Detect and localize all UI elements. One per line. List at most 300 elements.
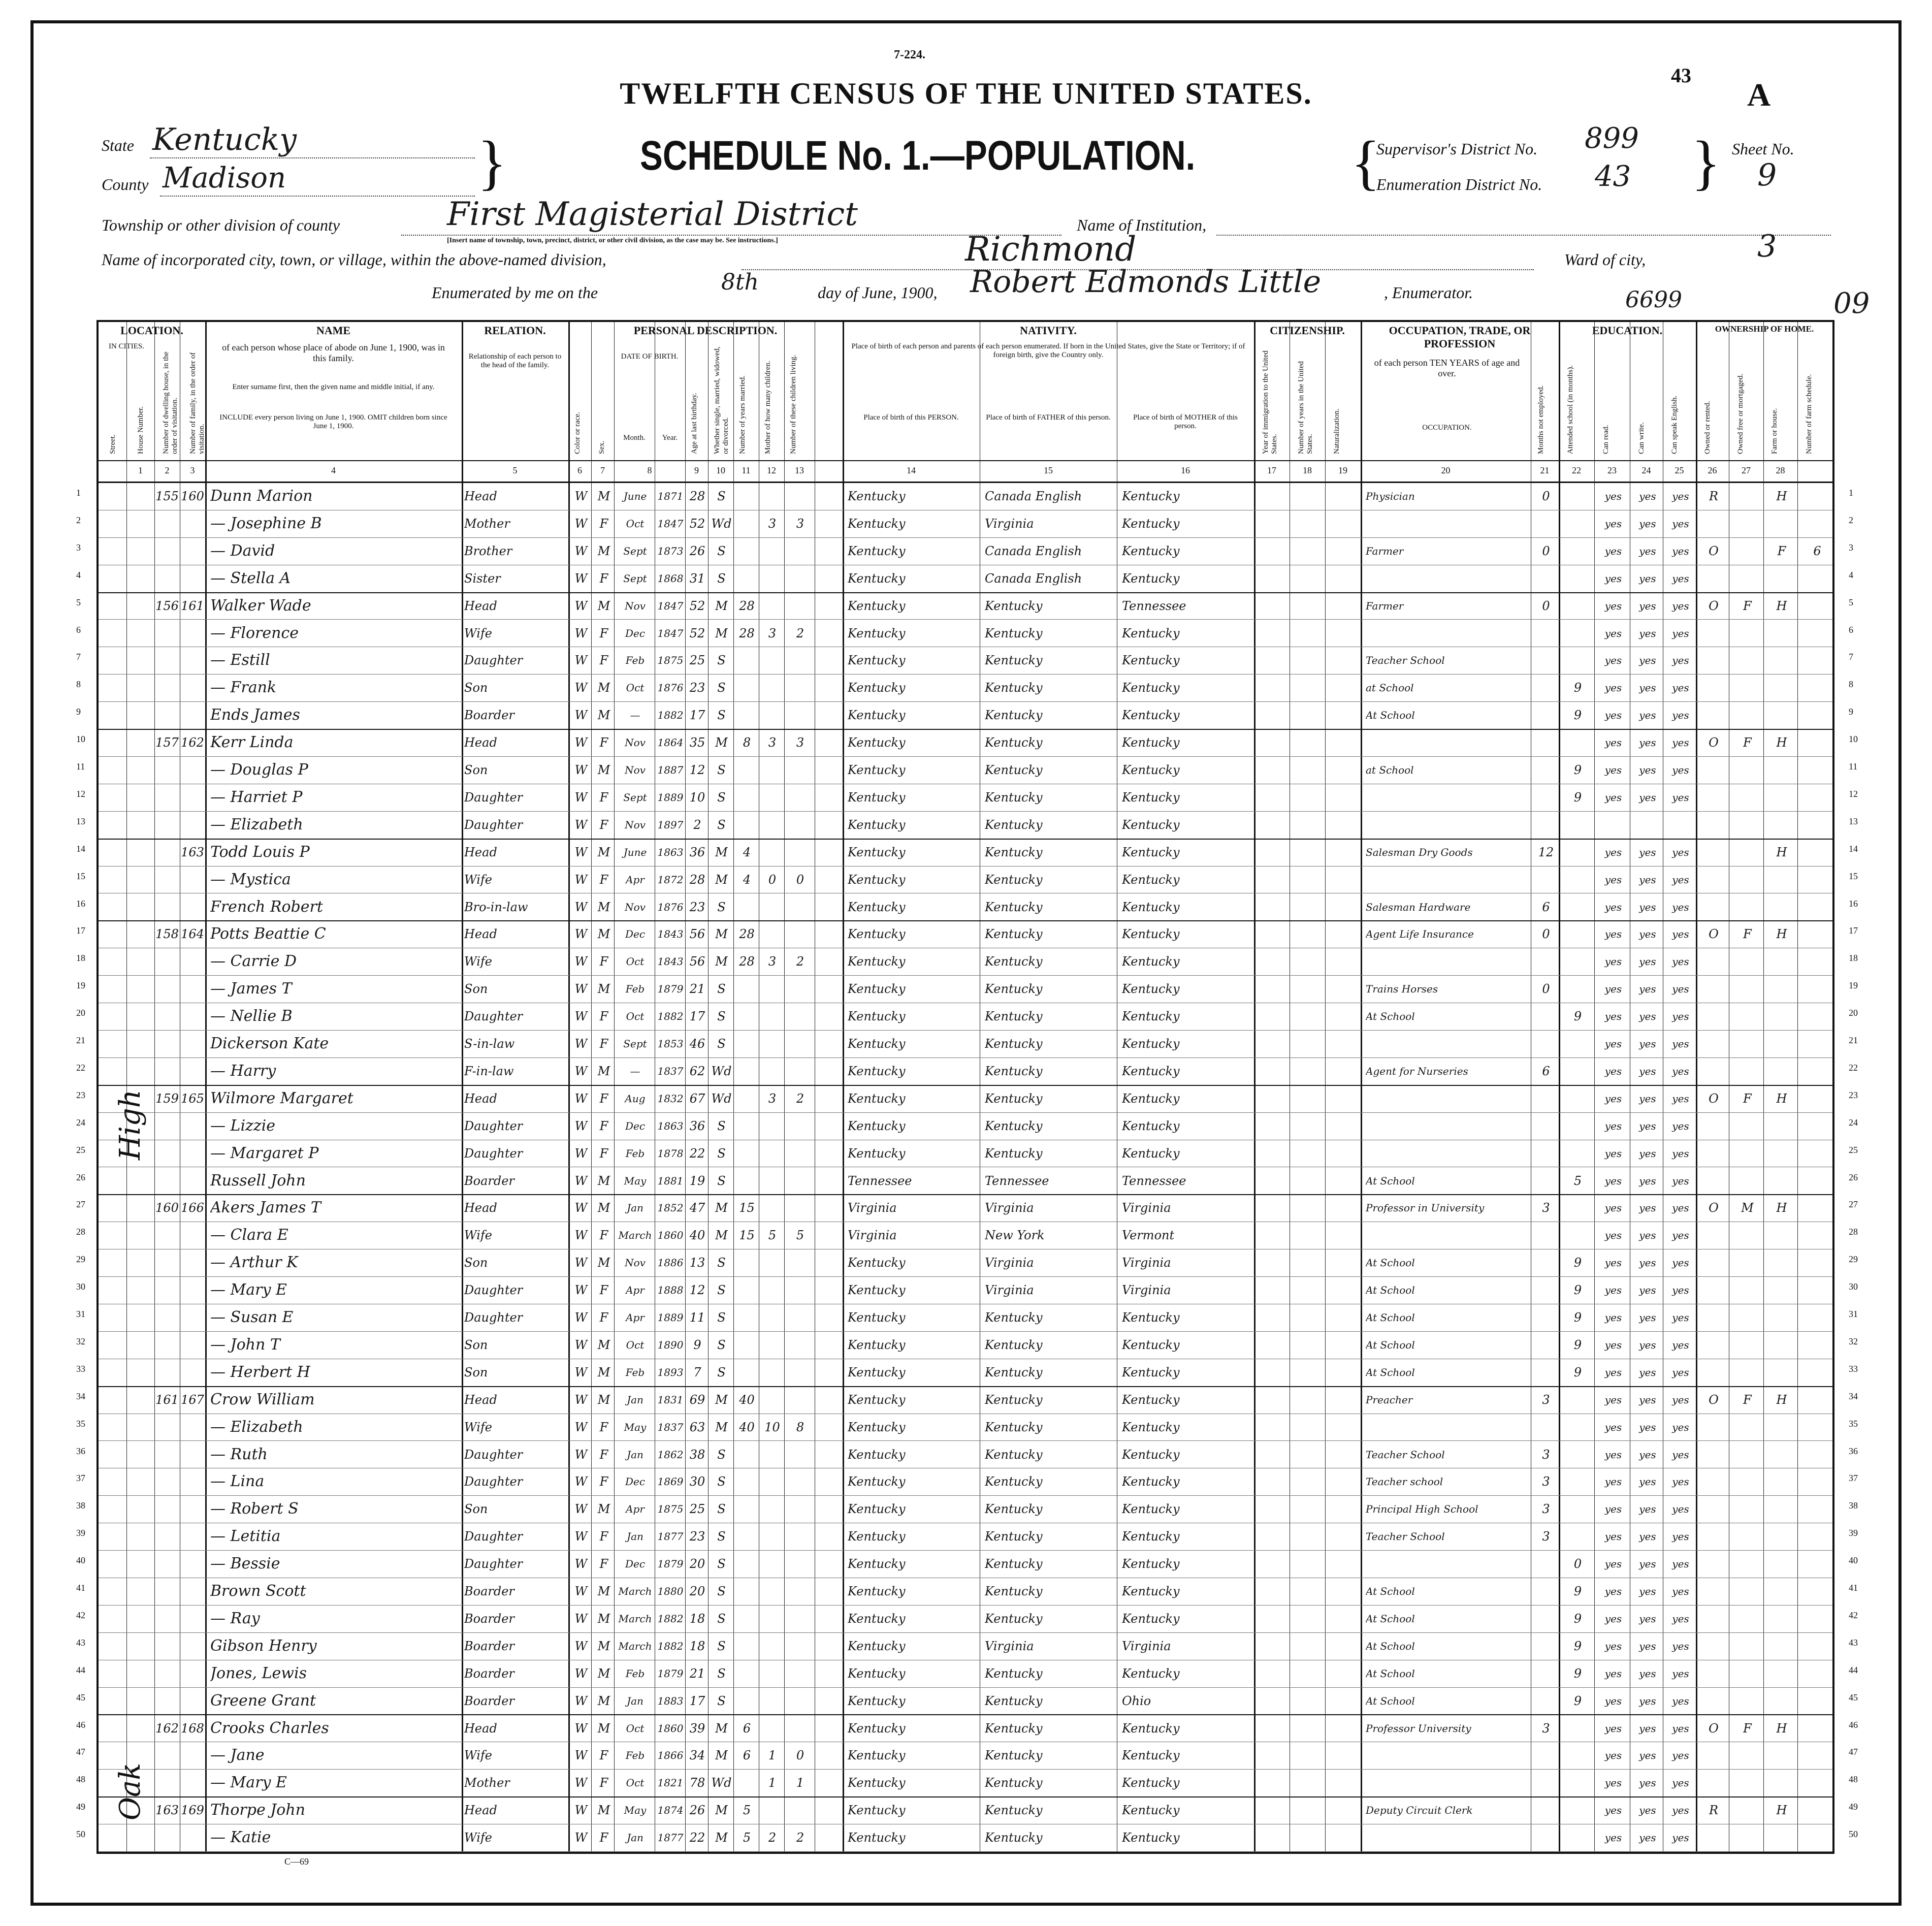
cell-liv — [786, 1607, 815, 1630]
header-location: LOCATION. — [120, 324, 183, 337]
cell-mb: Kentucky — [1122, 872, 1180, 887]
cell-rel: Daughter — [464, 1474, 523, 1489]
cell-fs — [1800, 1662, 1834, 1685]
row-number: 27 — [76, 1199, 85, 1210]
cell-en: yes — [1672, 709, 1689, 722]
row-number: 9 — [1849, 707, 1853, 717]
cell-year: 1837 — [657, 1065, 684, 1077]
cell-fb: New York — [985, 1228, 1045, 1243]
cell-ym — [735, 786, 759, 809]
cell-unemp: 3 — [1542, 1474, 1550, 1489]
cell-liv — [786, 841, 815, 864]
cell-rd: yes — [1604, 1777, 1622, 1789]
cell-color: W — [574, 1693, 588, 1708]
cell-fm — [1731, 977, 1763, 1001]
cell-fb: Kentucky — [985, 626, 1043, 640]
column-number: 14 — [907, 465, 916, 475]
cell-dw — [154, 703, 180, 727]
cell-mo — [760, 1333, 784, 1357]
cell-fh: H — [1776, 1392, 1787, 1407]
cell-name: — Nellie B — [210, 1007, 293, 1025]
cell-month: Oct — [626, 1010, 645, 1023]
cell-liv — [786, 1060, 815, 1083]
cell-liv — [786, 1196, 815, 1219]
cell-rel: Head — [464, 1721, 497, 1736]
cell-sex: F — [599, 1310, 608, 1325]
cell-wr: yes — [1639, 1667, 1656, 1680]
cell-mar: S — [717, 1502, 726, 1517]
row-number: 14 — [76, 843, 85, 854]
cell-name: — Clara E — [210, 1226, 288, 1244]
cell-mb: Kentucky — [1122, 1611, 1180, 1626]
cell-own — [1698, 1142, 1729, 1165]
table-row — [99, 975, 1832, 1003]
cell-fam — [180, 512, 205, 535]
cell-sch — [1561, 594, 1594, 618]
cell-rd: yes — [1604, 1257, 1622, 1269]
table-row — [99, 1605, 1832, 1633]
cell-rd: yes — [1604, 490, 1622, 502]
cell-own — [1698, 622, 1729, 645]
cell-mb: Kentucky — [1122, 1310, 1180, 1325]
table-row — [99, 1468, 1832, 1496]
cell-liv — [786, 1689, 815, 1713]
cell-fam — [180, 1826, 205, 1849]
cell-sex: M — [597, 1064, 610, 1078]
cell-fm — [1731, 1443, 1763, 1466]
cell-fam — [180, 567, 205, 590]
cell-age: 36 — [689, 1118, 705, 1133]
enumeration-value: 43 — [1595, 160, 1631, 193]
cell-mo — [760, 1717, 784, 1740]
cell-fs — [1800, 1416, 1834, 1439]
cell-occ — [1366, 1416, 1531, 1439]
row-number: 17 — [1849, 925, 1858, 936]
column-number: 3 — [190, 465, 195, 475]
cell-month: Dec — [625, 1475, 646, 1488]
cell-ym — [735, 1662, 759, 1685]
cell-occ: At School — [1366, 1585, 1415, 1597]
cell-year: 1875 — [657, 1503, 684, 1516]
cell-name: — Jane — [210, 1746, 265, 1764]
cell-own — [1698, 703, 1729, 727]
cell-ym — [735, 1333, 759, 1357]
cell-occ: at School — [1366, 764, 1414, 776]
cell-rd: yes — [1604, 1722, 1622, 1735]
cell-liv — [786, 1634, 815, 1658]
cell-mar: S — [717, 900, 726, 914]
cell-mb: Kentucky — [1122, 1502, 1180, 1517]
header-name-desc: of each person whose place of abode on June 1, 1900, was in this family. — [222, 342, 445, 363]
cell-own: O — [1709, 1392, 1719, 1407]
cell-month: Feb — [625, 1667, 645, 1680]
cell-occ: Teacher School — [1366, 1448, 1445, 1461]
cell-mb: Kentucky — [1122, 900, 1180, 914]
cell-rel: Daughter — [464, 1310, 523, 1325]
cell-mb: Kentucky — [1122, 708, 1180, 723]
cell-mb: Kentucky — [1122, 516, 1180, 531]
cell-age: 56 — [689, 927, 705, 942]
cell-rd: yes — [1604, 1503, 1622, 1516]
cell-sch — [1561, 868, 1594, 891]
cell-mb: Kentucky — [1122, 1529, 1180, 1544]
cell-wr: yes — [1639, 709, 1656, 722]
cell-sch: 9 — [1573, 1337, 1582, 1352]
row-number: 45 — [1849, 1692, 1858, 1703]
cell-month: — — [630, 709, 640, 722]
cell-mar: S — [717, 543, 726, 558]
cell-fam — [180, 1278, 205, 1302]
cell-name: — Ruth — [210, 1445, 268, 1463]
cell-liv — [786, 567, 815, 590]
header-relation: RELATION. — [484, 324, 546, 337]
row-number: 26 — [76, 1172, 85, 1182]
cell-age: 31 — [689, 571, 705, 586]
column-number: 21 — [1540, 465, 1550, 475]
cell-ym — [735, 1470, 759, 1493]
cell-ym — [735, 703, 759, 727]
cell-mo — [760, 1278, 784, 1302]
cell-dw — [154, 1005, 180, 1028]
cell-wr: yes — [1639, 517, 1656, 530]
cell-dw — [154, 1060, 180, 1083]
cell-fm — [1731, 1005, 1763, 1028]
cell-sch — [1561, 1224, 1594, 1247]
cell-fs — [1800, 1717, 1834, 1740]
cell-fam: 161 — [181, 598, 204, 613]
cell-dw — [154, 1251, 180, 1274]
column-number: 4 — [331, 465, 336, 475]
cell-fs — [1800, 1196, 1834, 1219]
cell-name: Jones, Lewis — [210, 1664, 307, 1682]
row-number: 43 — [76, 1637, 85, 1648]
cell-month: May — [624, 1174, 647, 1187]
cell-rd: yes — [1604, 1749, 1622, 1762]
cell-year: 1875 — [657, 654, 684, 667]
cell-sex: M — [597, 900, 610, 914]
cell-fb: Kentucky — [985, 1693, 1043, 1708]
cell-occ: Salesman Dry Goods — [1366, 846, 1473, 858]
institution-line — [1216, 235, 1831, 236]
cell-dw: 156 — [155, 598, 179, 613]
brace-right-close: } — [1691, 129, 1721, 196]
cell-liv — [786, 1169, 815, 1193]
cell-dw: 157 — [155, 735, 179, 750]
cell-fam — [180, 1032, 205, 1055]
cell-en: yes — [1672, 1448, 1689, 1461]
cell-fb: Kentucky — [985, 1310, 1043, 1325]
cell-occ: At School — [1366, 1667, 1415, 1680]
cell-liv: 3 — [796, 516, 804, 531]
cell-fh — [1766, 1416, 1797, 1439]
table-row — [99, 1742, 1832, 1770]
cell-rel: Boarder — [464, 1173, 514, 1188]
cell-dw — [154, 1525, 180, 1548]
cell-fm — [1731, 1771, 1763, 1794]
cell-fs — [1800, 1251, 1834, 1274]
row-number: 22 — [1849, 1062, 1858, 1073]
cell-ym — [735, 813, 759, 837]
row-number: 36 — [1849, 1446, 1858, 1456]
cell-en: yes — [1672, 1174, 1689, 1187]
header-education: EDUCATION. — [1592, 324, 1663, 337]
cell-occ — [1366, 1114, 1531, 1138]
cell-en: yes — [1672, 736, 1689, 749]
cell-fh — [1766, 1333, 1797, 1357]
row-number: 31 — [1849, 1309, 1858, 1319]
cell-dw — [154, 1826, 180, 1849]
cell-month: May — [624, 1421, 647, 1433]
cell-fs — [1800, 922, 1834, 946]
cell-mar: Wd — [711, 516, 732, 531]
cell-month: Oct — [626, 955, 645, 968]
cell-year: 1878 — [657, 1147, 684, 1160]
cell-pb: Kentucky — [848, 1831, 906, 1845]
cell-year: 1860 — [657, 1722, 684, 1735]
cell-mar: S — [717, 1310, 726, 1325]
cell-wr: yes — [1639, 1832, 1656, 1844]
cell-occ: Professor in University — [1366, 1202, 1485, 1214]
cell-fs — [1800, 813, 1834, 837]
header-attended-school: Attended school (in months). — [1566, 365, 1574, 454]
cell-fs — [1800, 676, 1834, 699]
cell-fam — [180, 1251, 205, 1274]
cell-liv: 5 — [796, 1228, 804, 1243]
header-can-speak-english: Can speak English. — [1670, 395, 1679, 454]
cell-mo — [760, 1497, 784, 1521]
cell-mar: S — [717, 1337, 726, 1352]
cell-unemp — [1533, 758, 1559, 782]
cell-fh — [1766, 1005, 1797, 1028]
cell-age: 63 — [689, 1420, 705, 1434]
cell-fh — [1766, 1662, 1797, 1685]
cell-fm — [1731, 1470, 1763, 1493]
row-number: 10 — [1849, 734, 1858, 745]
cell-sex: M — [597, 1173, 610, 1188]
cell-ym: 4 — [743, 845, 751, 859]
cell-unemp — [1533, 1580, 1559, 1603]
cell-en: yes — [1672, 1475, 1689, 1488]
column-number: 10 — [716, 465, 725, 475]
cell-sex: M — [597, 1803, 610, 1818]
column-number: 28 — [1776, 465, 1785, 475]
cell-year: 1897 — [657, 818, 684, 831]
cell-fam — [180, 1114, 205, 1138]
cell-year: 1882 — [657, 709, 684, 722]
cell-mo — [760, 1388, 784, 1411]
cell-color: W — [574, 1639, 588, 1653]
cell-rel: Daughter — [464, 1283, 523, 1298]
cell-unemp — [1533, 512, 1559, 535]
cell-dw — [154, 1416, 180, 1439]
table-row — [99, 839, 1832, 866]
cell-color: W — [574, 489, 588, 503]
cell-sch — [1561, 922, 1594, 946]
cell-rd: yes — [1604, 1366, 1622, 1378]
cell-age: 52 — [689, 598, 705, 613]
cell-mo — [760, 1169, 784, 1193]
header-years-married: Number of years married. — [738, 375, 747, 454]
cell-unemp — [1533, 1826, 1559, 1849]
cell-name: Crow William — [210, 1390, 315, 1408]
cell-ym: 4 — [743, 872, 751, 887]
cell-own — [1698, 1826, 1729, 1849]
cell-fh — [1766, 567, 1797, 590]
cell-age: 23 — [689, 1529, 705, 1544]
header-year-immigration: Year of immigration to the United States. — [1262, 350, 1278, 454]
cell-dw: 159 — [155, 1091, 179, 1106]
cell-occ — [1366, 786, 1531, 809]
cell-rel: Mother — [464, 1776, 510, 1790]
cell-fs — [1800, 622, 1834, 645]
cell-fm — [1731, 841, 1763, 864]
cell-rel: Son — [464, 1337, 488, 1352]
cell-fh — [1766, 622, 1797, 645]
cell-name: Todd Louis P — [210, 843, 310, 861]
cell-sex: M — [597, 598, 610, 613]
cell-wr: yes — [1639, 1311, 1656, 1324]
cell-age: 11 — [689, 1310, 705, 1325]
cell-dw — [154, 1497, 180, 1521]
cell-color: W — [574, 982, 588, 997]
cell-mo: 3 — [768, 954, 777, 969]
cell-color: W — [574, 872, 588, 887]
cell-fam — [180, 1333, 205, 1357]
cell-fb: Kentucky — [985, 598, 1043, 613]
cell-fam: 165 — [181, 1091, 204, 1106]
row-number: 3 — [1849, 542, 1853, 553]
cell-age: 25 — [689, 653, 705, 668]
cell-fb: Kentucky — [985, 708, 1043, 723]
cell-fb: Canada English — [985, 543, 1082, 558]
cell-fs — [1800, 1470, 1834, 1493]
cell-name: — Estill — [210, 651, 270, 669]
cell-occ: Farmer — [1366, 544, 1404, 557]
row-number: 13 — [76, 816, 85, 826]
cell-occ: At School — [1366, 1612, 1415, 1625]
cell-month: Oct — [626, 682, 645, 694]
cell-sex: M — [597, 708, 610, 723]
cell-liv: 0 — [796, 1748, 804, 1763]
cell-dw — [154, 786, 180, 809]
cell-sch: 9 — [1573, 1584, 1582, 1598]
cell-mo — [760, 485, 784, 508]
county-value: Madison — [163, 162, 286, 195]
census-title: TWELFTH CENSUS OF THE UNITED STATES. — [620, 77, 1312, 110]
cell-own — [1698, 1416, 1729, 1439]
cell-liv — [786, 1251, 815, 1274]
cell-color: W — [574, 653, 588, 668]
cell-fb: Kentucky — [985, 790, 1043, 805]
cell-rel: Head — [464, 845, 497, 859]
cell-name: — Ray — [210, 1609, 260, 1627]
cell-dw — [154, 1114, 180, 1138]
cell-pb: Kentucky — [848, 489, 906, 503]
cell-color: W — [574, 598, 588, 613]
cell-mo — [760, 1607, 784, 1630]
cell-pb: Kentucky — [848, 1337, 906, 1352]
cell-month: Apr — [626, 1503, 645, 1516]
table-row — [99, 1441, 1832, 1469]
cell-fs — [1800, 703, 1834, 727]
cell-ym: 6 — [743, 1721, 751, 1736]
cell-sch — [1561, 1114, 1594, 1138]
cell-rd: yes — [1604, 1010, 1622, 1023]
cell-rel: Boarder — [464, 1639, 514, 1653]
cell-fh — [1766, 1060, 1797, 1083]
institution-label: Name of Institution, — [1077, 216, 1207, 234]
cell-mb: Kentucky — [1122, 571, 1180, 586]
cell-fs — [1800, 1525, 1834, 1548]
cell-fam — [180, 1497, 205, 1521]
cell-month: Sept — [623, 544, 647, 557]
header-personal: PERSONAL DESCRIPTION. — [633, 324, 778, 337]
cell-fb: Virginia — [985, 1201, 1034, 1215]
cell-mar: S — [717, 763, 726, 777]
cell-own — [1698, 1333, 1729, 1357]
cell-mar: S — [717, 1557, 726, 1571]
cell-dw — [154, 1306, 180, 1329]
cell-age: 12 — [689, 1283, 705, 1298]
cell-fh — [1766, 1771, 1797, 1794]
cell-mo — [760, 1032, 784, 1055]
header-children-living: Number of these children living. — [789, 355, 797, 454]
cell-color: W — [574, 1529, 588, 1544]
cell-liv — [786, 758, 815, 782]
cell-mb: Virginia — [1122, 1639, 1171, 1653]
cell-sex: F — [599, 872, 608, 887]
cell-color: W — [574, 1447, 588, 1462]
cell-year: 1890 — [657, 1338, 684, 1351]
cell-dw — [154, 1032, 180, 1055]
cell-own — [1698, 786, 1729, 809]
cell-mar: S — [717, 817, 726, 832]
cell-fam — [180, 1771, 205, 1794]
cell-mo — [760, 703, 784, 727]
cell-liv — [786, 1497, 815, 1521]
cell-color: W — [574, 1557, 588, 1571]
column-number: 24 — [1641, 465, 1651, 475]
cell-color: W — [574, 1173, 588, 1188]
cell-fs — [1800, 1032, 1834, 1055]
cell-dw — [154, 895, 180, 919]
cell-pb: Kentucky — [848, 708, 906, 723]
cell-name: — James T — [210, 980, 292, 998]
cell-sex: M — [597, 1256, 610, 1270]
cell-pb: Kentucky — [848, 571, 906, 586]
cell-month: Nov — [625, 1257, 646, 1269]
cell-pb: Kentucky — [848, 982, 906, 997]
cell-fs — [1800, 1278, 1834, 1302]
cell-dw: 161 — [155, 1392, 179, 1407]
cell-color: W — [574, 1009, 588, 1024]
cell-year: 1843 — [657, 955, 684, 968]
cell-occ — [1366, 1826, 1531, 1849]
cell-mar: Wd — [711, 1064, 732, 1078]
cell-year: 1879 — [657, 1558, 684, 1570]
cell-sch — [1561, 1826, 1594, 1849]
cell-ym: 40 — [739, 1420, 755, 1434]
cell-fs — [1800, 594, 1834, 618]
cell-en: yes — [1672, 901, 1689, 913]
cell-color: W — [574, 1228, 588, 1243]
row-number: 3 — [76, 542, 81, 553]
cell-wr: yes — [1639, 983, 1656, 996]
cell-unemp — [1533, 1278, 1559, 1302]
cell-color: W — [574, 1201, 588, 1215]
cell-unemp: 3 — [1542, 1392, 1550, 1407]
header-occupation: OCCUPATION, TRADE, OR PROFESSION — [1389, 324, 1531, 350]
